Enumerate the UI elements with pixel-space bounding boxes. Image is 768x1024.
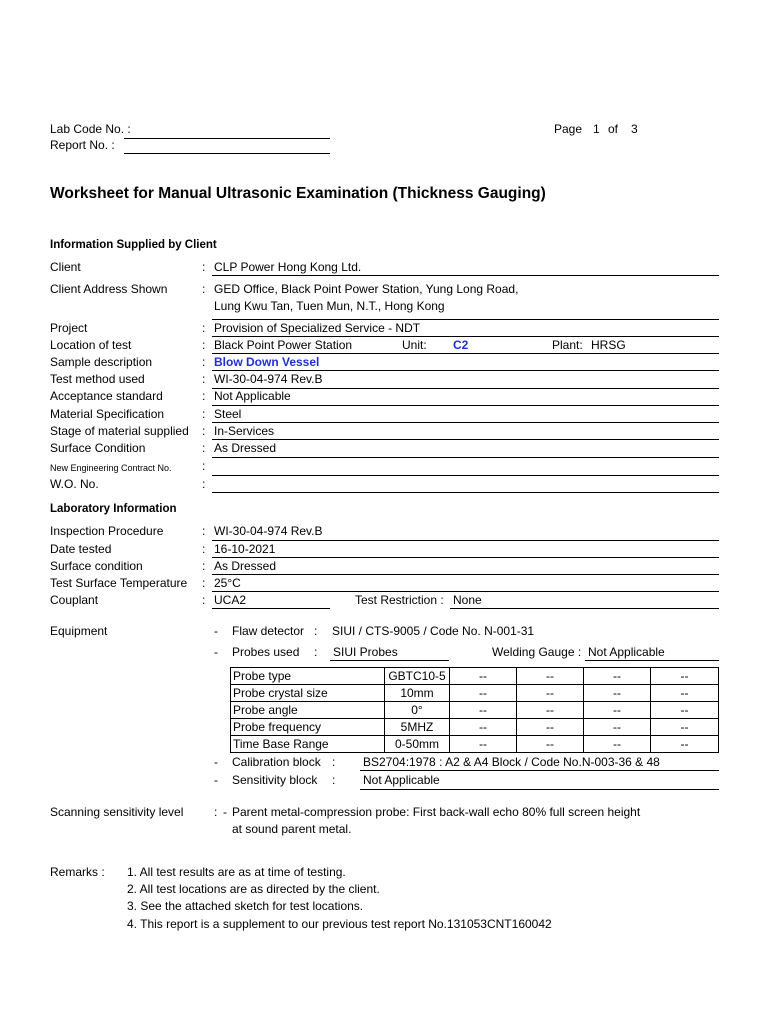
method-label: Test method used [50,372,145,386]
probe-cell: -- [517,702,584,719]
lab-surface-underline [212,574,719,575]
restriction-value: None [453,593,482,607]
bullet-dash: - [214,755,218,769]
colon: : [202,524,206,538]
material-label: Material Specification [50,407,165,421]
bullet-dash: - [214,624,218,638]
sensitivity-block-value: Not Applicable [363,773,440,787]
page-title: Worksheet for Manual Ultrasonic Examination (Thickness Gauging) [50,185,546,202]
probe-cell: 5MHZ [385,719,450,736]
date-underline [212,557,719,558]
colon: : [314,645,318,659]
colon: : [202,441,206,455]
plant-label: Plant: [552,338,583,352]
surface-value: As Dressed [214,441,277,455]
colon: : [202,477,206,491]
unit-label: Unit: [402,338,427,352]
probe-cell: -- [651,736,719,753]
colon: : [202,559,206,573]
colon: : [202,576,206,590]
report-no-label: Report No. : [50,138,115,152]
remark-item: 4. This report is a supplement to our previous test report No.131053CNT160042 [127,917,552,931]
probe-cell: -- [450,736,517,753]
table-row [231,736,719,753]
probes-used-value: SIUI Probes [333,645,398,659]
probe-cell: GBTC10-5 [385,668,450,685]
lab-surface-value: As Dressed [214,559,277,573]
probe-param-label: Probe angle [231,702,385,719]
sample-value: Blow Down Vessel [214,355,320,369]
sensitivity-underline [360,789,719,790]
acceptance-value: Not Applicable [214,389,291,403]
remark-item: 1. All test results are as at time of testing. [127,865,346,879]
plant-value: HRSG [591,338,626,352]
probe-cell: -- [584,736,651,753]
probe-cell: -- [584,719,651,736]
bullet-dash: - [214,645,218,659]
method-value: WI-30-04-974 Rev.B [214,372,323,386]
probe-cell: -- [651,719,719,736]
calibration-block-label: Calibration block [232,755,321,769]
surface-label: Surface Condition [50,441,146,455]
colon: : [202,338,206,352]
page-total: 3 [631,122,638,136]
equipment-label: Equipment [50,624,108,638]
probe-cell: -- [584,668,651,685]
material-value: Steel [214,407,242,421]
colon: : [202,321,206,335]
calibration-block-value: BS2704:1978 : A2 & A4 Block / Code No.N-003-36 & 48 [363,755,660,769]
acceptance-label: Acceptance standard [50,389,163,403]
colon: : [332,773,336,787]
unit-value: C2 [453,338,469,352]
client-value: CLP Power Hong Kong Ltd. [214,260,362,274]
address-underline [212,319,719,320]
report-no-field[interactable] [124,153,330,154]
bullet-dash: - [214,773,218,787]
colon: : [202,593,206,607]
restriction-underline [450,608,719,609]
client-underline [212,275,719,276]
colon: : [202,407,206,421]
sample-underline [212,370,719,371]
colon: : [332,755,336,769]
probe-cell: -- [651,685,719,702]
table-row [231,685,719,702]
temperature-underline [212,591,719,592]
location-label: Location of test [50,338,132,352]
table-row [231,702,719,719]
probe-param-label: Probe type [231,668,385,685]
address-label: Client Address Shown [50,282,168,296]
probe-cell: 0-50mm [385,736,450,753]
date-value: 16-10-2021 [214,542,276,556]
probe-cell: -- [450,719,517,736]
remarks-label: Remarks : [50,865,105,879]
procedure-label: Inspection Procedure [50,524,164,538]
probe-cell: 10mm [385,685,450,702]
stage-value: In-Services [214,424,275,438]
colon: : [202,282,206,296]
material-underline [212,422,719,423]
stage-underline [212,439,719,440]
scanning-line-2: at sound parent metal. [232,822,352,836]
sensitivity-block-label: Sensitivity block [232,773,318,787]
welding-gauge-label: Welding Gauge : [492,645,582,659]
nec-field[interactable] [212,475,719,476]
restriction-label: Test Restriction : [355,593,444,607]
colon: : [202,459,206,473]
couplant-value: UCA2 [214,593,247,607]
colon: : [214,805,218,819]
page-of-label: of [608,122,619,136]
probes-used-underline [330,660,449,661]
probe-cell: -- [450,668,517,685]
acceptance-underline [212,405,719,406]
probe-cell: -- [450,685,517,702]
temperature-label: Test Surface Temperature [50,576,188,590]
project-underline [212,336,719,337]
date-label: Date tested [50,542,112,556]
surface-underline [212,457,719,458]
probes-used-label: Probes used [232,645,300,659]
colon: : [202,355,206,369]
calibration-underline [360,770,719,771]
lab-surface-label: Surface condition [50,559,143,573]
remark-item: 2. All test locations are as directed by the client. [127,882,380,896]
probe-cell: -- [450,702,517,719]
scanning-label: Scanning sensitivity level [50,805,184,819]
welding-gauge-underline [585,660,719,661]
probe-cell: -- [651,668,719,685]
address-line-1: GED Office, Black Point Power Station, Yung Long Road, [214,282,519,296]
procedure-value: WI-30-04-974 Rev.B [214,524,323,538]
client-section-heading: Information Supplied by Client [50,239,217,251]
address-line-2: Lung Kwu Tan, Tuen Mun, N.T., Hong Kong [214,299,445,313]
page-current: 1 [593,122,600,136]
probe-cell: -- [517,719,584,736]
welding-gauge-value: Not Applicable [588,645,665,659]
couplant-label: Couplant [50,593,99,607]
scanning-line-1: Parent metal-compression probe: First back-wall echo 80% full screen height [232,805,641,819]
table-row [231,668,719,685]
colon: : [202,372,206,386]
project-label: Project [50,321,88,335]
colon: : [202,424,206,438]
lab-code-label: Lab Code No. : [50,122,131,136]
nec-label: New Engineering Contract No. [50,463,172,473]
flaw-detector-label: Flaw detector [232,624,305,638]
colon: : [202,389,206,403]
probe-cell: -- [651,702,719,719]
location-underline [212,353,719,354]
table-row [231,719,719,736]
probe-cell: -- [517,685,584,702]
probe-param-label: Time Base Range [231,736,385,753]
colon: : [202,260,206,274]
probe-param-label: Probe frequency [231,719,385,736]
procedure-underline [212,540,719,541]
project-value: Provision of Specialized Service - NDT [214,321,421,335]
wo-label: W.O. No. [50,477,99,491]
probe-cell: -- [517,736,584,753]
probe-cell: 0° [385,702,450,719]
sample-label: Sample description [50,355,153,369]
stage-label: Stage of material supplied [50,424,189,438]
colon: : [202,542,206,556]
colon: : [314,624,318,638]
page-label: Page [554,122,583,136]
bullet-dash: - [223,805,227,819]
probe-table [230,667,719,753]
client-label: Client [50,260,81,274]
remark-item: 3. See the attached sketch for test locations. [127,899,364,913]
probe-param-label: Probe crystal size [231,685,385,702]
flaw-detector-value: SIUI / CTS-9005 / Code No. N-001-31 [332,624,535,638]
location-value: Black Point Power Station [214,338,353,352]
lab-section-heading: Laboratory Information [50,503,177,515]
couplant-underline [212,608,330,609]
probe-cell: -- [517,668,584,685]
probe-cell: -- [584,702,651,719]
wo-field[interactable] [212,492,719,493]
lab-code-field[interactable] [124,138,330,139]
temperature-value: 25°C [214,576,241,590]
probe-cell: -- [584,685,651,702]
